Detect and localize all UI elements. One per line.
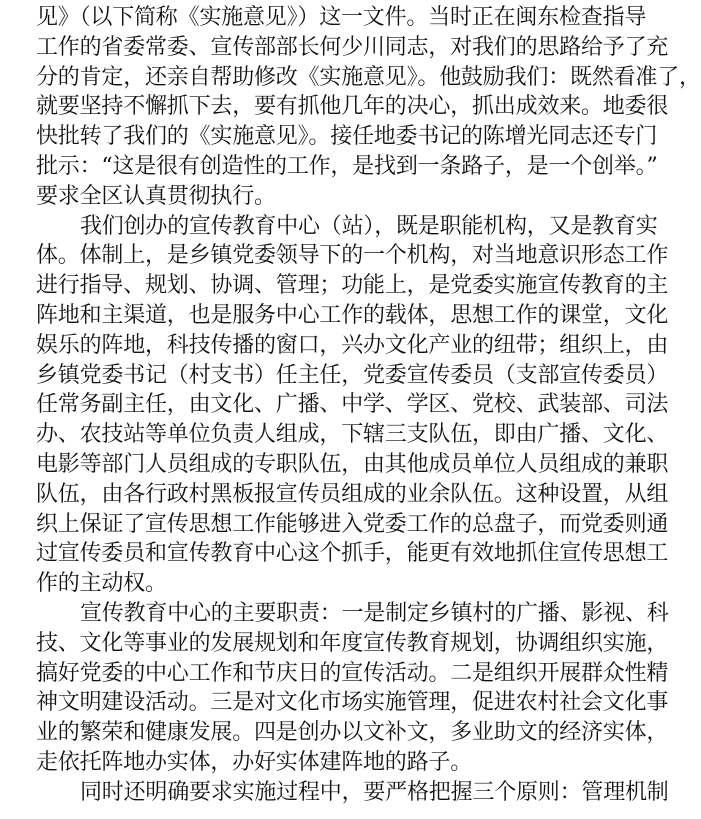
text-line: 宣传教育中心的主要职责：一是制定乡镇村的广播、影视、科 xyxy=(80,600,669,626)
paragraph xyxy=(36,599,669,778)
text-line: 阵地和主渠道，也是服务中心工作的载体，思想工作的课堂，文化 xyxy=(36,302,669,328)
text-line: 队伍，由各行政村黑板报宣传员组成的业余队伍。这种设置，从组 xyxy=(36,481,669,507)
text-line: 批示：“这是很有创造性的工作，是找到一条路子，是一个创举。” xyxy=(36,153,658,179)
paragraph xyxy=(36,212,669,599)
text-line: 就要坚持不懈抓下去，要有抓他几年的决心，抓出成效来。地委很 xyxy=(36,94,669,120)
paragraph xyxy=(36,3,701,212)
text-line: 娱乐的阵地，科技传播的窗口，兴办文化产业的纽带；组织上，由 xyxy=(36,332,669,358)
text-line: 体。体制上，是乡镇党委领导下的一个机构，对当地意识形态工作 xyxy=(36,243,669,269)
text-line: 织上保证了宣传思想工作能够进入党委工作的总盘子，而党委则通 xyxy=(36,511,669,537)
paragraph xyxy=(36,778,669,808)
text-line: 见》（以下简称《实施意见》）这一文件。当时正在闽东检查指导 xyxy=(36,5,647,30)
text-line: 过宣传委员和宣传教育中心这个抓手，能更有效地抓住宣传思想工 xyxy=(36,541,669,567)
text-line: 工作的省委常委、宣传部部长何少川同志，对我们的思路给予了充 xyxy=(36,34,669,60)
text-line: 神文明建设活动。三是对文化市场实施管理，促进农村社会文化事 xyxy=(36,690,669,716)
text-line: 办、农技站等单位负责人组成，下辖三支队伍，即由广播、文化、 xyxy=(36,422,669,448)
text-line: 搞好党委的中心工作和节庆日的宣传活动。二是组织开展群众性精 xyxy=(36,660,669,686)
text-line: 快批转了我们的《实施意见》。接任地委书记的陈增光同志还专门 xyxy=(36,124,658,150)
text-line: 同时还明确要求实施过程中，要严格把握三个原则：管理机制 xyxy=(80,779,669,805)
text-line: 要求全区认真贯彻执行。 xyxy=(36,183,276,209)
text-line: 分的肯定，还亲自帮助修改《实施意见》。他鼓励我们：既然看准了， xyxy=(36,64,701,90)
body-text xyxy=(36,3,701,808)
text-line: 作的主动权。 xyxy=(36,571,167,597)
text-line: 任常务副主任，由文化、广播、中学、学区、党校、武装部、司法 xyxy=(36,392,669,418)
text-line: 技、文化等事业的发展规划和年度宣传教育规划，协调组织实施， xyxy=(36,630,669,656)
text-line: 进行指导、规划、协调、管理；功能上，是党委实施宣传教育的主 xyxy=(36,273,669,299)
text-line: 走依托阵地办实体，办好实体建阵地的路子。 xyxy=(36,749,473,775)
text-line: 我们创办的宣传教育中心（站），既是职能机构，又是教育实 xyxy=(80,213,658,239)
text-line: 业的繁荣和健康发展。四是创办以文补文，多业助文的经济实体， xyxy=(36,720,669,746)
text-line: 乡镇党委书记（村支书）任主任，党委宣传委员（支部宣传委员） xyxy=(36,362,669,388)
text-line: 电影等部门人员组成的专职队伍，由其他成员单位人员组成的兼职 xyxy=(36,451,669,477)
